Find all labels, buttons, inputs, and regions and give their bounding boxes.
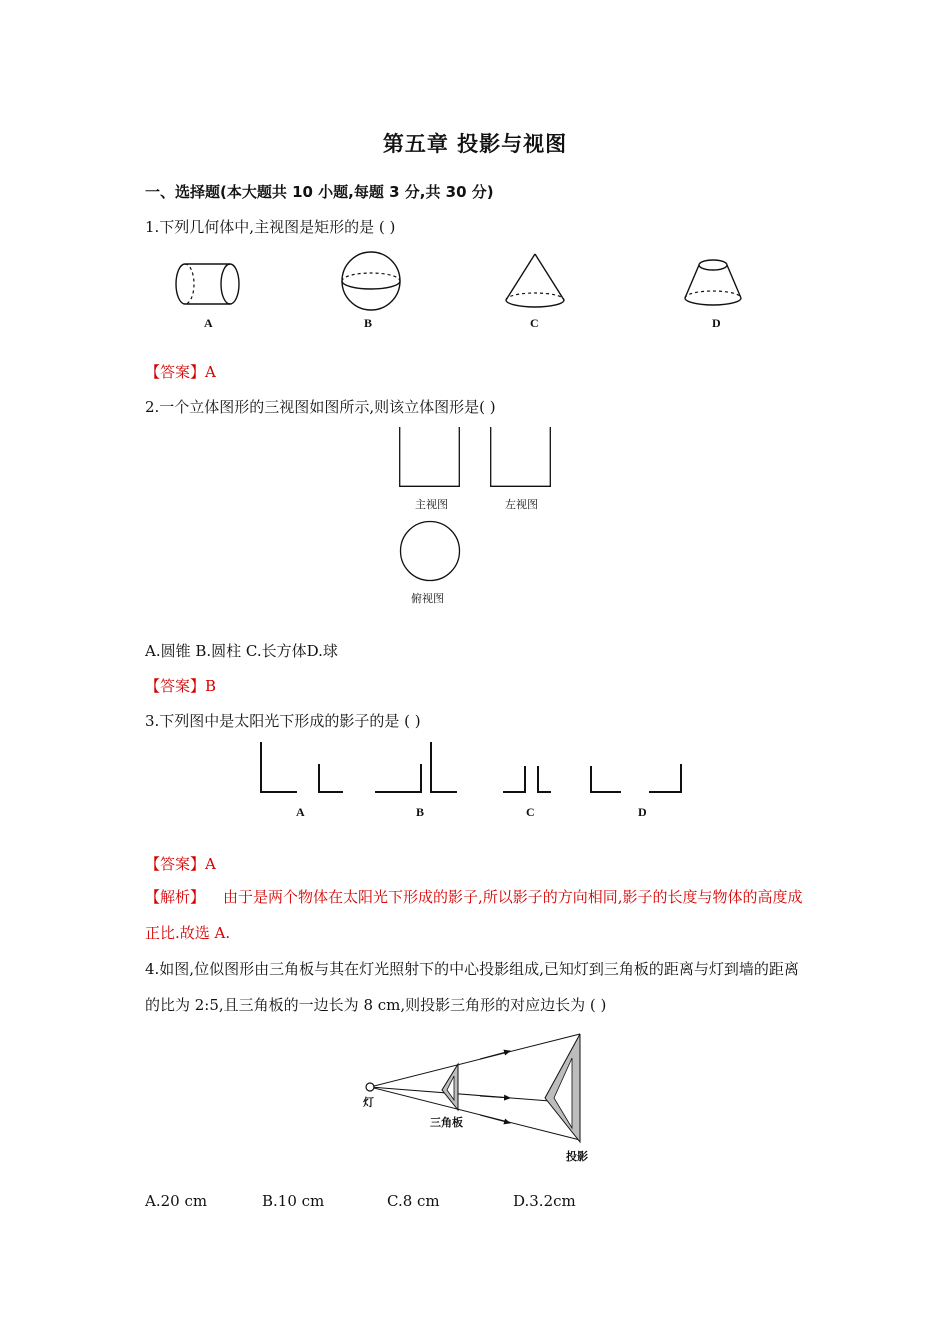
q1-label-a: A [204,316,213,330]
analysis-tag: 【解析】 [145,888,206,906]
q3-label-c: C [526,805,535,819]
q4-option-b: B.10 cm [262,1192,325,1210]
q1-answer: 【答案】A [145,363,216,381]
section-heading: 一、选择题(本大题共 10 小题,每题 3 分,共 30 分) [145,183,494,201]
question-4-text: 4.如图,位似图形由三角板与其在灯光照射下的中心投影组成,已知灯到三角板的距离与灯到墙的距离的比为 2:5,且三角板的一边长为 8 cm,则投影三角形的对应边长为 ( ) [145,960,799,1014]
question-2-text: 2.一个立体图形的三视图如图所示,则该立体图形是( ) [145,398,496,416]
q1-label-c: C [530,316,539,330]
cylinder-figure [175,262,245,310]
q3-label-d: D [638,805,647,819]
page-title: 第五章 投影与视图 [382,132,568,156]
q4-option-a: A.20 cm [145,1192,208,1210]
side-view-square [490,427,551,487]
front-view-label: 主视图 [415,498,448,511]
lamp-label: 灯 [363,1096,374,1109]
frustum-figure [682,258,744,310]
triangle-board-label: 三角板 [430,1116,463,1129]
q3-label-a: A [296,805,305,819]
question-3-text: 3.下列图中是太阳光下形成的影子的是 ( ) [145,712,421,730]
q4-option-c: C.8 cm [387,1192,440,1210]
side-view-label: 左视图 [505,498,538,511]
q1-label-d: D [712,316,721,330]
q2-options: A.圆锥 B.圆柱 C.长方体D.球 [145,642,338,660]
q3-answer: 【答案】A [145,855,216,873]
projection-label: 投影 [566,1150,588,1163]
top-view-circle [399,520,461,582]
top-view-label: 俯视图 [411,592,444,605]
central-projection-diagram [360,1030,600,1170]
cone-figure [503,252,567,310]
analysis-text: 由于是两个物体在太阳光下形成的影子,所以影子的方向相同,影子的长度与物体的高度成正比.故选 A. [145,888,803,942]
q3-label-b: B [416,805,425,819]
front-view-square [399,427,460,487]
q3-analysis [145,879,805,951]
question-1-text: 1.下列几何体中,主视图是矩形的是 ( ) [145,218,396,236]
q1-label-b: B [364,316,373,330]
sphere-figure [340,250,402,312]
q2-answer: 【答案】B [145,677,217,695]
q4-option-d: D.3.2cm [513,1192,576,1210]
shadow-figures [255,738,690,798]
